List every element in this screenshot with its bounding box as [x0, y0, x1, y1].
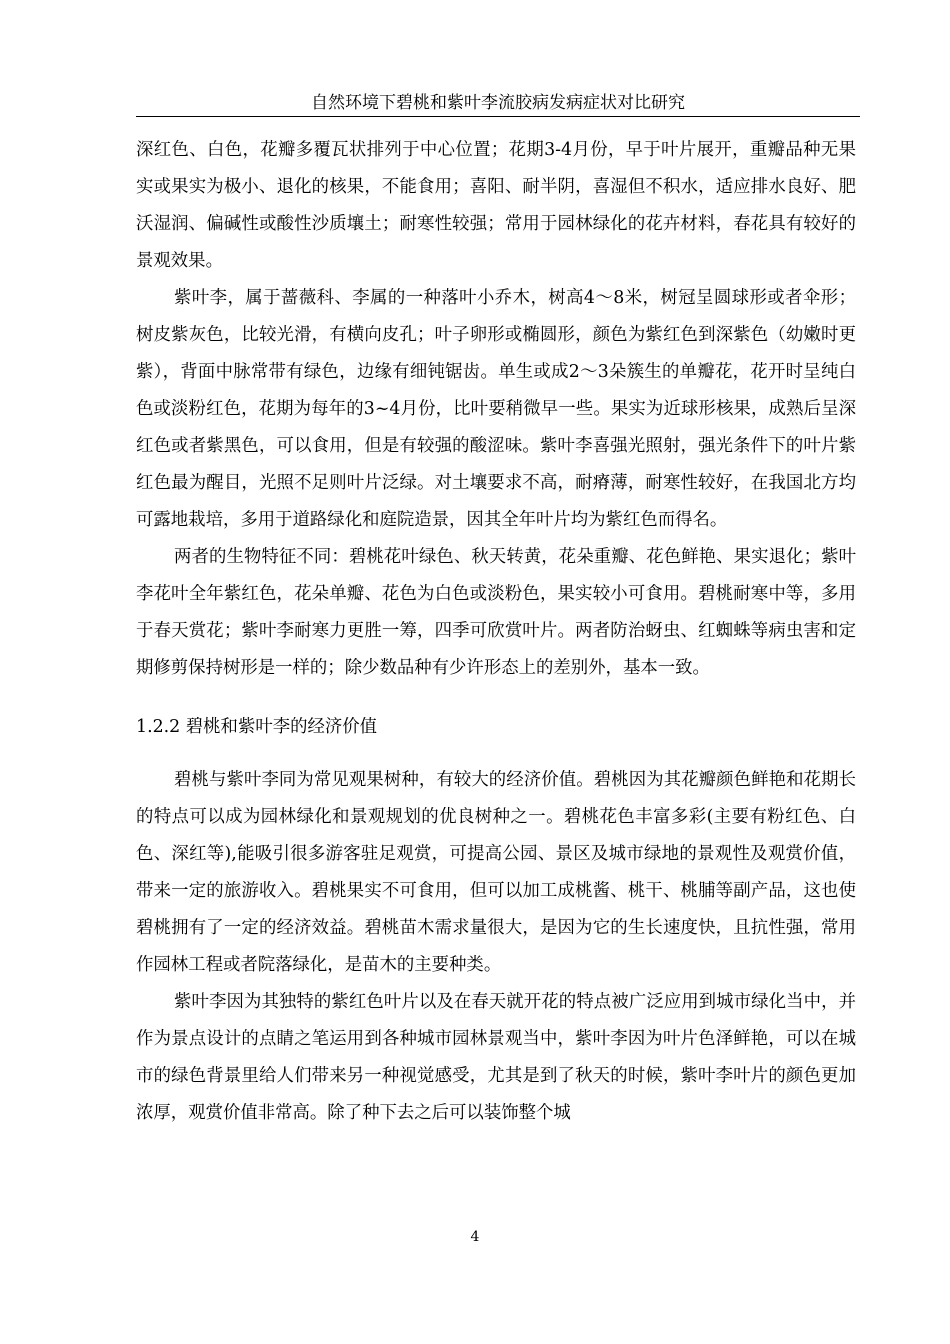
paragraph-comparison: 两者的生物特征不同：碧桃花叶绿色、秋天转黄，花朵重瓣、花色鲜艳、果实退化；紫叶李花叶全年紫红色，花朵单瓣、花色为白色或淡粉色，果实较小可食用。碧桃耐寒中等，多用于春天赏花；紫叶李耐寒力更胜一筹，四季可欣赏叶片。两者防治蚜虫、红蜘蛛等病虫害和定期修剪保持树形是一样的；除少数品种有少许形态上的差别外，基本一致。	[136, 547, 856, 678]
running-header: 自然环境下碧桃和紫叶李流胶病发病症状对比研究	[136, 90, 860, 117]
paragraph-continued: 深红色、白色，花瓣多覆瓦状排列于中心位置；花期3-4月份，早于叶片展开，重瓣品种无果实或果实为极小、退化的核果，不能食用；喜阳、耐半阴，喜湿但不积水，适应排水良好、肥沃湿润、偏碱性或酸性沙质壤土；耐寒性较强；常用于园林绿化的花卉材料，春花具有较好的景观效果。	[136, 140, 856, 271]
paragraph-bitao-economic-value: 碧桃与紫叶李同为常见观果树种，有较大的经济价值。碧桃因为其花瓣颜色鲜艳和花期长的特点可以成为园林绿化和景观规划的优良树种之一。碧桃花色丰富多彩(主要有粉红色、白色、深红等),能吸引很多游客驻足观赏，可提高公园、景区及城市绿地的景观性及观赏价值，带来一定的旅游收入。碧桃果实不可食用，但可以加工成桃酱、桃干、桃脯等副产品，这也使碧桃拥有了一定的经济效益。碧桃苗木需求量很大，是因为它的生长速度快，且抗性强，常用作园林工程或者院落绿化，是苗木的主要种类。	[136, 770, 856, 975]
section-heading: 1.2.2 碧桃和紫叶李的经济价值	[136, 717, 378, 737]
page-body	[136, 132, 856, 1132]
page-number: 4	[470, 1229, 480, 1245]
paragraph-ziyeli-description: 紫叶李，属于蔷薇科、李属的一种落叶小乔木，树高4～8米，树冠呈圆球形或者伞形；树皮紫灰色，比较光滑，有横向皮孔；叶子卵形或椭圆形，颜色为紫红色到深紫色（幼嫩时更紫），背面中脉常带有绿色，边缘有细钝锯齿。单生或成2～3朵簇生的单瓣花，花开时呈纯白色或淡粉红色，花期为每年的3~4月份，比叶要稍微早一些。果实为近球形核果，成熟后呈深红色或者紫黑色，可以食用，但是有较强的酸涩味。紫叶李喜强光照射，强光条件下的叶片紫红色最为醒目，光照不足则叶片泛绿。对土壤要求不高，耐瘠薄，耐寒性较好，在我国北方均可露地栽培，多用于道路绿化和庭院造景，因其全年叶片均为紫红色而得名。	[136, 288, 856, 530]
paragraph-ziyeli-economic-value: 紫叶李因为其独特的紫红色叶片以及在春天就开花的特点被广泛应用到城市绿化当中，并作为景点设计的点睛之笔运用到各种城市园林景观当中，紫叶李因为叶片色泽鲜艳，可以在城市的绿色背景里给人们带来另一种视觉感受，尤其是到了秋天的时候，紫叶李叶片的颜色更加浓厚，观赏价值非常高。除了种下去之后可以装饰整个城	[136, 992, 856, 1123]
